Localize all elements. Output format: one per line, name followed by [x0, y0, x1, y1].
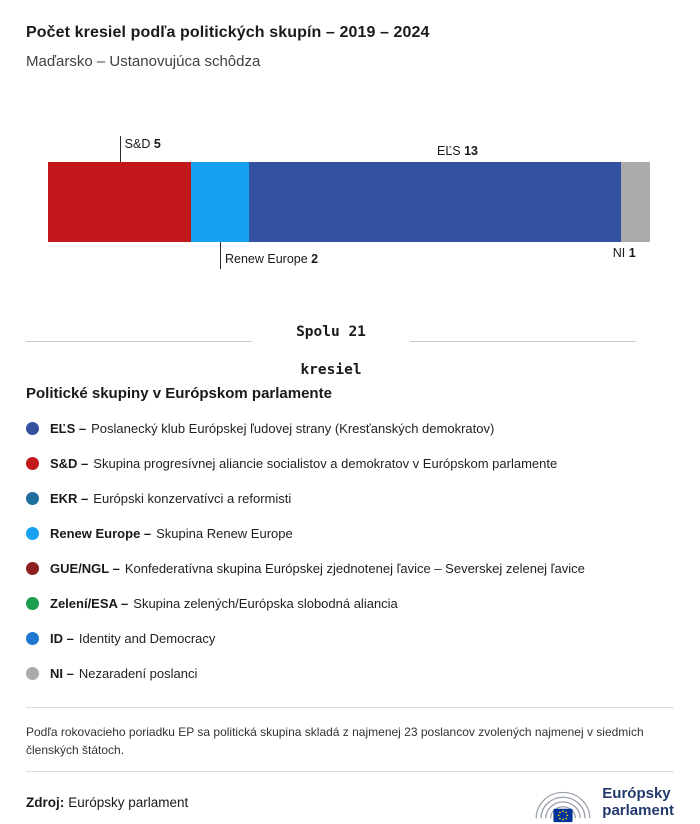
- ep-logo-line2: parlament: [602, 802, 674, 820]
- footnote-text: Podľa rokovacieho poriadku EP sa politická skupina skladá z najmenej 23 poslancov zvolených najmenej v siedmich členských štátoch.: [26, 725, 644, 758]
- divider-line-left: [26, 341, 252, 342]
- total-seats-divider: [26, 304, 636, 379]
- legend-item-2: [26, 491, 674, 506]
- legend-description: Nezaradení poslanci: [78, 666, 198, 682]
- legend-item-3: [26, 526, 674, 541]
- legend-color-dot: [26, 667, 39, 680]
- legend-item-1: [26, 456, 674, 471]
- legend-description: Európski konzervatívci a reformisti: [93, 491, 292, 507]
- seat-bar: [48, 162, 650, 242]
- legend-item-4: [26, 561, 674, 576]
- legend-abbr: EKR –: [50, 491, 89, 507]
- segment-label-3: NI 1: [612, 246, 636, 260]
- legend-abbr: GUE/NGL –: [50, 561, 120, 577]
- legend-color-dot: [26, 632, 39, 645]
- bar-segment-3: [621, 162, 650, 242]
- source-value: Európsky parlament: [68, 794, 189, 810]
- legend-item-0: [26, 421, 674, 436]
- legend-description: Skupina progresívnej aliancie socialistov a demokratov v Európskom parlamente: [93, 456, 558, 472]
- legend-item-6: [26, 631, 674, 646]
- legend-description: Identity and Democracy: [78, 631, 216, 647]
- ep-logo-hemicycle-icon: [532, 780, 594, 824]
- page-title: Počet kresiel podľa politických skupín – 2019 – 2024: [26, 24, 430, 41]
- footnote-divider: [26, 707, 674, 708]
- source-line: [26, 795, 188, 810]
- total-seats-label: [252, 304, 410, 379]
- segment-label-2: EĽS 13: [437, 144, 479, 158]
- legend-abbr: EĽS –: [50, 421, 87, 437]
- source-label: Zdroj:: [26, 794, 65, 810]
- segment-label-1: Renew Europe 2: [225, 252, 319, 266]
- segment-label-0: S&D 5: [124, 137, 161, 151]
- total-line2: kresiel: [300, 361, 362, 378]
- ep-logo-line1: Európsky: [602, 785, 671, 803]
- legend-description: Skupina zelených/Európska slobodná aliancia: [133, 596, 398, 612]
- legend-description: Skupina Renew Europe: [156, 526, 293, 542]
- divider-line-right: [410, 341, 636, 342]
- legend-abbr: ID –: [50, 631, 74, 647]
- bar-segment-0: [48, 162, 191, 242]
- legend-abbr: Zelení/ESA –: [50, 596, 129, 612]
- page-subtitle: Maďarsko – Ustanovujúca schôdza: [26, 53, 261, 70]
- legend-item-5: [26, 596, 674, 611]
- legend-color-dot: [26, 562, 39, 575]
- legend-description: Konfederatívna skupina Európskej zjednotenej ľavice – Severskej zelenej ľavice: [124, 561, 585, 577]
- legend-description: Poslanecký klub Európskej ľudovej strany (Kresťanských demokratov): [91, 421, 495, 437]
- footer-row: [26, 780, 674, 824]
- european-parliament-logo: [532, 780, 674, 824]
- legend-abbr: S&D –: [50, 456, 89, 472]
- footer-divider: [26, 771, 674, 772]
- legend-color-dot: [26, 527, 39, 540]
- legend-abbr: NI –: [50, 666, 74, 682]
- legend-item-7: [26, 666, 674, 681]
- leader-line-1: [220, 242, 221, 269]
- legend-color-dot: [26, 422, 39, 435]
- legend-color-dot: [26, 492, 39, 505]
- leader-line-0: [120, 136, 121, 162]
- legend-color-dot: [26, 597, 39, 610]
- bar-segment-1: [191, 162, 248, 242]
- bar-segment-2: [249, 162, 622, 242]
- total-line1: Spolu 21: [296, 323, 366, 340]
- ep-logo-wordmark: [602, 785, 674, 820]
- chart-area: [48, 134, 650, 278]
- legend-list: [26, 421, 674, 681]
- legend-heading: Politické skupiny v Európskom parlamente: [26, 385, 332, 403]
- legend-color-dot: [26, 457, 39, 470]
- legend-abbr: Renew Europe –: [50, 526, 152, 542]
